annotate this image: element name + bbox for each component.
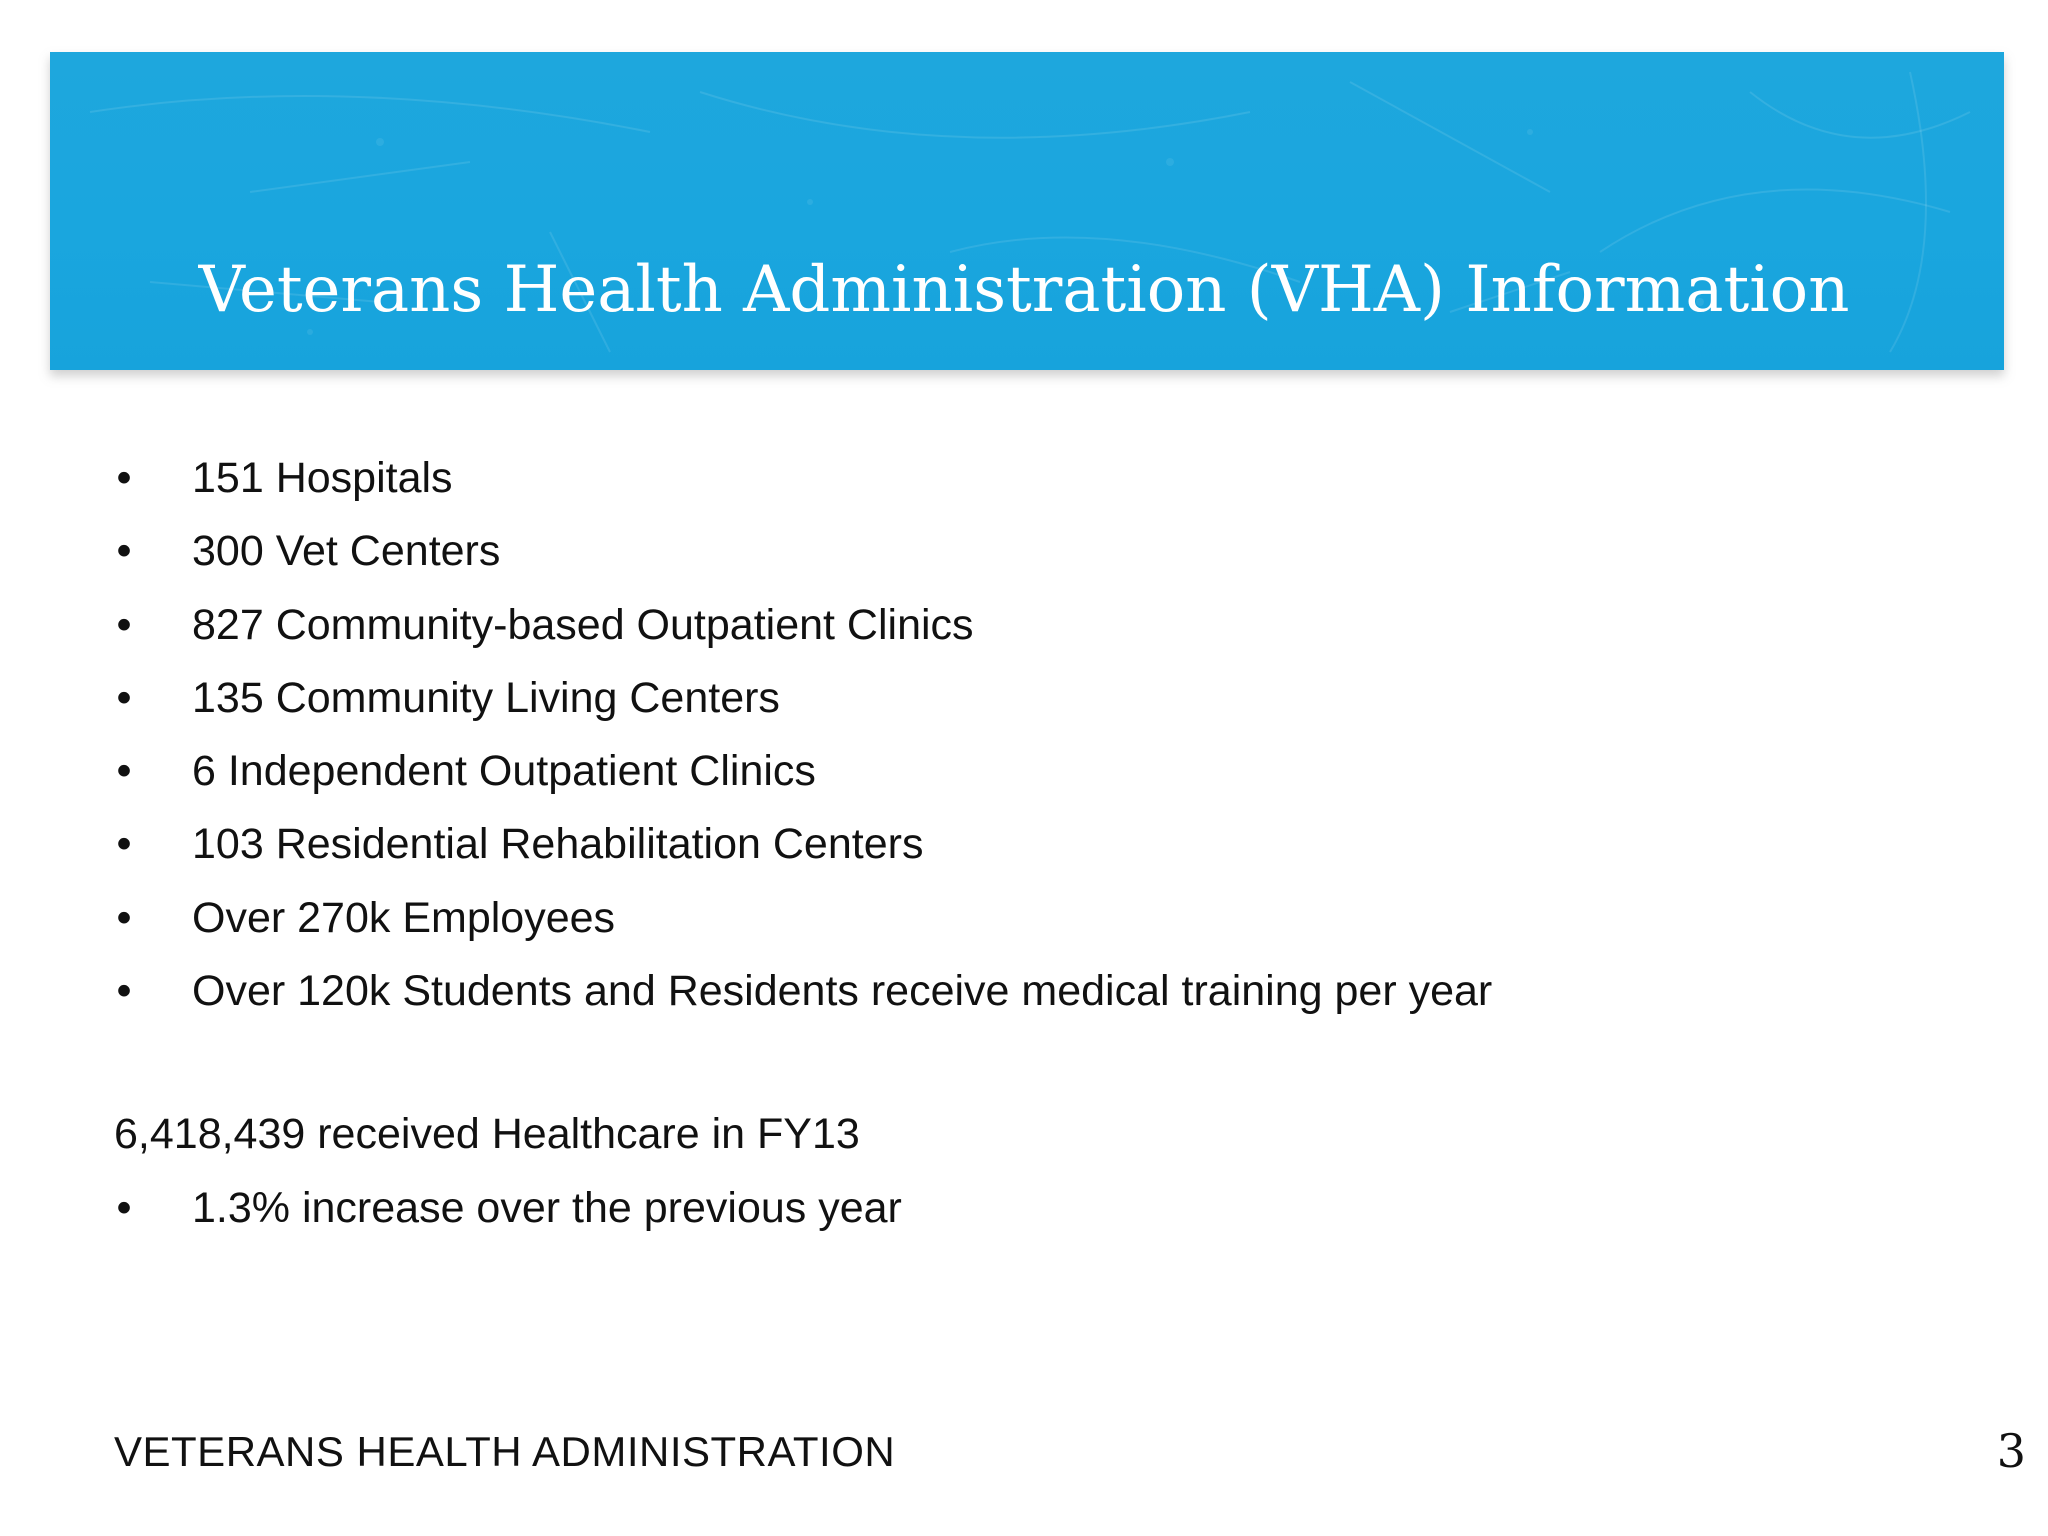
footer-organization: VETERANS HEALTH ADMINISTRATION (114, 1428, 896, 1475)
list-item (114, 595, 1964, 668)
bullet-icon: • (116, 893, 132, 942)
list-item (114, 668, 1964, 741)
list-item (114, 961, 1964, 1034)
slide-title: Veterans Health Administration (VHA) Information (198, 253, 1850, 327)
facilities-list (114, 448, 1964, 1034)
list-item-text: 827 Community-based Outpatient Clinics (192, 600, 974, 649)
healthcare-details-list (114, 1178, 1964, 1251)
list-item (114, 888, 1964, 961)
bullet-icon: • (116, 967, 132, 1016)
healthcare-summary: 6,418,439 received Healthcare in FY13 (114, 1110, 860, 1159)
list-item (114, 814, 1964, 887)
bullet-icon: • (116, 527, 132, 576)
bullet-icon: • (116, 747, 132, 796)
slide-content (114, 448, 1964, 1251)
list-item (114, 741, 1964, 814)
list-item-text: 151 Hospitals (192, 454, 453, 502)
list-item (114, 1178, 1964, 1251)
list-item-text: Over 120k Students and Residents receive medical training per year (192, 967, 1493, 1016)
list-item-text: 103 Residential Rehabilitation Centers (192, 820, 924, 869)
bullet-icon: • (116, 454, 132, 502)
bullet-icon: • (116, 600, 132, 649)
bullet-icon: • (116, 820, 132, 869)
list-item-text: Over 270k Employees (192, 893, 616, 942)
bullet-icon: • (116, 673, 132, 722)
page-number: 3 (1996, 1424, 2026, 1478)
list-item (114, 521, 1964, 594)
list-item-text: 135 Community Living Centers (192, 673, 780, 722)
list-item (114, 448, 1964, 521)
bullet-icon: • (116, 1183, 132, 1232)
list-item-text: 300 Vet Centers (192, 527, 501, 576)
list-item-text: 1.3% increase over the previous year (192, 1183, 902, 1232)
list-item-text: 6 Independent Outpatient Clinics (192, 747, 816, 796)
